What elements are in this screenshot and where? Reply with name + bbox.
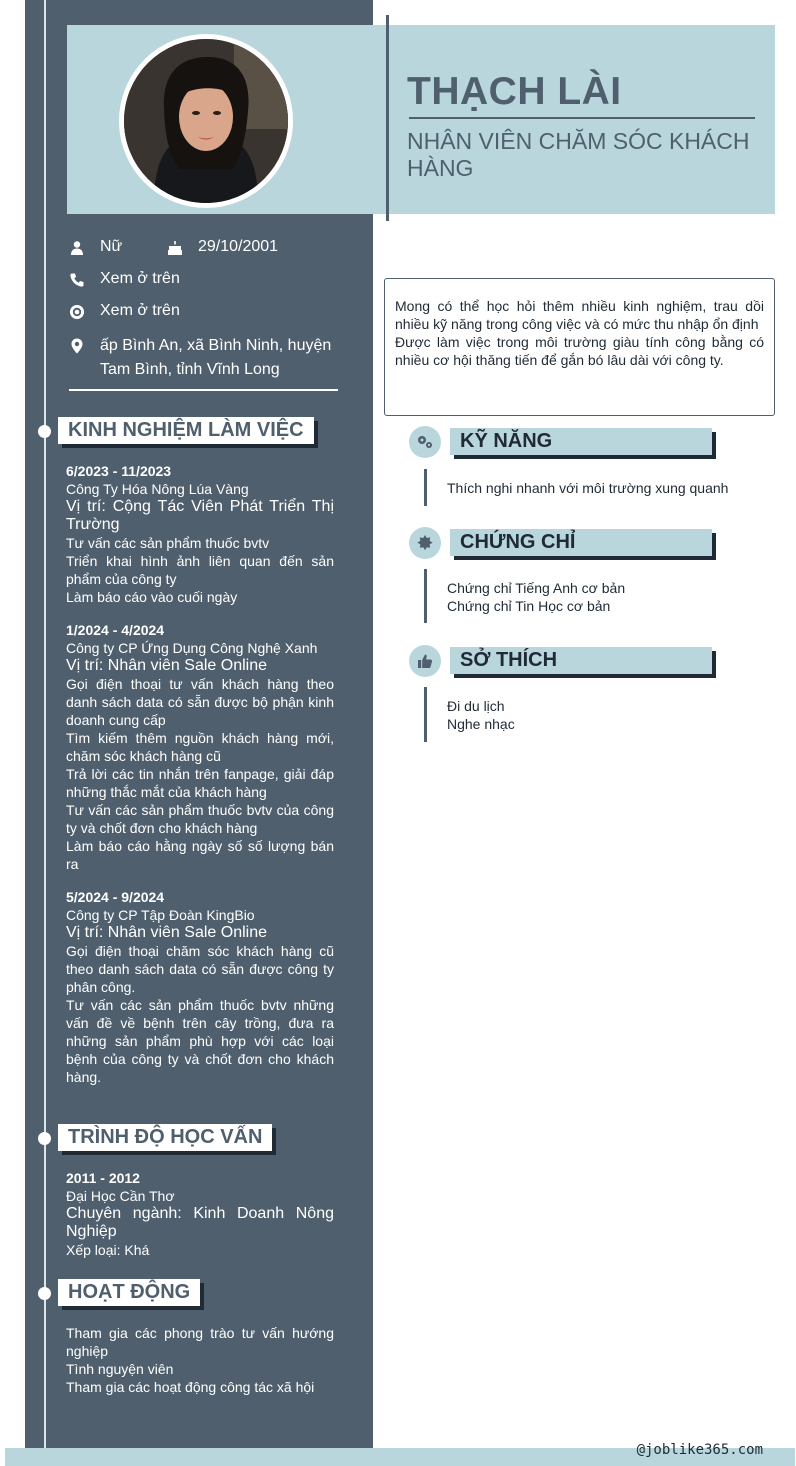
experience-task: Làm báo cáo vào cuối ngày [66,589,238,605]
certificates-list [447,579,625,615]
experience-date: 1/2024 - 4/2024 [66,622,165,638]
experience-task: Tìm kiếm thêm nguồn khách hàng mới, chăm sóc khách hàng cũ [66,730,334,764]
email-value: Xem ở trên [100,302,180,319]
education-major: Chuyên ngành: Kinh Doanh Nông Nghiệp [66,1205,334,1240]
birthday-row [164,238,278,258]
experience-task: Triển khai hình ảnh liên quan đến sản phẩm của công ty [66,553,334,587]
experience-task: Tư vấn các sản phẩm thuốc bvtv những vấn đề về bệnh trên cây trồng, đưa ra những sản phẩm phù hợp với các loại bệnh của công ty và chốt đơn cho khách hàng. [66,997,334,1085]
skills-bar [424,469,427,506]
timeline-dot [38,1132,51,1145]
gender-value: Nữ [100,238,123,255]
career-objective [384,278,775,416]
experience-task: Tư vấn các sản phẩm thuốc bvtv của công ty và chốt đơn cho khách hàng [66,802,334,836]
timeline-line [44,0,46,1466]
certificate-item: Chứng chỉ Tiếng Anh cơ bản [447,580,626,596]
hobbies-bar [424,687,427,742]
email-row [66,302,180,322]
birthday-cake-icon [164,238,186,258]
candidate-name: THẠCH LÀI [407,70,622,113]
phone-icon [66,270,88,290]
certificate-item: Chứng chỉ Tin Học cơ bản [447,598,611,614]
certificates-bar [424,569,427,623]
experience-position: Vị trí: Nhân viên Sale Online [66,924,267,941]
activity-item: Tình nguyện viên [66,1361,174,1377]
avatar-photo [124,39,288,203]
name-underline [409,117,755,119]
header-divider [386,15,389,221]
phone-value: Xem ở trên [100,270,180,287]
person-icon [66,238,88,258]
watermark: @joblike365.com [636,1442,763,1458]
at-sign-icon [66,302,88,322]
education-item [66,1169,334,1259]
experience-task: Gọi điện thoại tư vấn khách hàng theo danh sách data có sẵn được bộ phận kinh doanh cung cấp [66,676,334,728]
experience-date: 6/2023 - 11/2023 [66,463,172,479]
education-heading: TRÌNH ĐỘ HỌC VẤN [58,1124,272,1151]
experience-task: Tư vấn các sản phẩm thuốc bvtv [66,535,270,551]
experience-date: 5/2024 - 9/2024 [66,889,165,905]
activity-item: Tham gia các hoạt động công tác xã hội [66,1379,315,1395]
education-grade: Xếp loại: Khá [66,1242,150,1258]
hobby-item: Đi du lịch [447,698,505,714]
timeline-dot [38,425,51,438]
birthday-value: 29/10/2001 [198,238,279,255]
hobbies-heading: SỞ THÍCH [450,647,712,674]
experience-item [66,621,334,873]
phone-row [66,270,180,290]
certificates-heading: CHỨNG CHỈ [450,529,712,556]
experience-company: Công Ty Hóa Nông Lúa Vàng [66,481,249,497]
skills-heading: KỸ NĂNG [450,428,712,455]
experience-task: Làm báo cáo hằng ngày số số lượng bán ra [66,838,334,872]
activities-list [66,1324,334,1396]
timeline-dot [38,1287,51,1300]
address-row [66,334,346,382]
objective-line: Được làm việc trong môi trường giàu tính công bằng có nhiều cơ hội thăng tiến để gắn bó lâu dài với công ty. [395,334,764,368]
job-title: NHÂN VIÊN CHĂM SÓC KHÁCH HÀNG [407,128,750,181]
experience-item [66,462,334,606]
certificate-icon [409,527,441,559]
hobby-item: Nghe nhạc [447,716,515,732]
gender-row [66,238,122,258]
objective-line: Mong có thể học hỏi thêm nhiều kinh nghiệm, trau dồi nhiều kỹ năng trong công việc và có mức thu nhập ổn định [395,298,764,332]
education-date: 2011 - 2012 [66,1170,140,1186]
hobbies-list [447,697,515,733]
experience-company: Công ty CP Tập Đoàn KingBio [66,907,255,923]
address-value: ấp Bình An, xã Bình Ninh, huyện Tam Bình, tỉnh Vĩnh Long [100,337,332,378]
experience-item [66,888,334,1086]
thumbs-up-icon [409,645,441,677]
experience-task: Gọi điện thoại chăm sóc khách hàng cũ theo danh sách data có sẵn được công ty phân công. [66,943,334,995]
experience-task: Trả lời các tin nhắn trên fanpage, giải đáp những thắc mắt của khách hàng [66,766,334,800]
skills-list [447,479,728,497]
gears-icon [409,426,441,458]
avatar [119,34,293,208]
experience-position: Vị trí: Nhân viên Sale Online [66,657,267,674]
experience-heading: KINH NGHIỆM LÀM VIỆC [58,417,314,444]
map-pin-icon [66,336,88,356]
skill-item: Thích nghi nhanh với môi trường xung quanh [447,480,729,496]
experience-position: Vị trí: Cộng Tác Viên Phát Triển Thị Trường [66,498,334,533]
contact-divider [69,389,338,391]
education-school: Đại Học Cần Thơ [66,1188,175,1204]
experience-company: Công ty CP Ứng Dụng Công Nghệ Xanh [66,640,318,656]
activity-item: Tham gia các phong trào tư vấn hướng nghiệp [66,1325,334,1359]
activities-heading: HOẠT ĐỘNG [58,1279,200,1306]
